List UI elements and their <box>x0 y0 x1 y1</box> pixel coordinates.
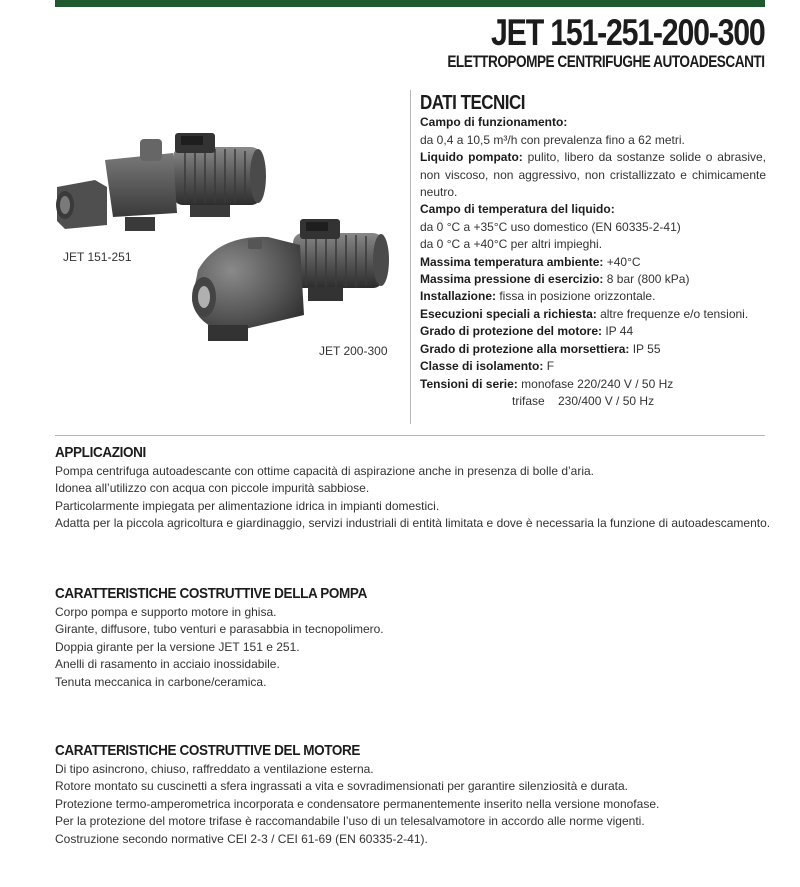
motore-section <box>55 742 775 848</box>
spec-pressione: Massima pressione di esercizio: 8 bar (800 kPa) <box>420 272 690 287</box>
spec-protezione-morsettiera: Grado di protezione alla morsettiera: IP 55 <box>420 341 661 356</box>
pompa-line: Doppia girante per la versione JET 151 e 251. <box>55 639 300 654</box>
pump-image-jet-200-300 <box>188 215 393 350</box>
motore-line: Rotore montato su cuscinetti a sfera ingrassati a vita e sovradimensionati per garantire silenziosità e durata. <box>55 779 628 794</box>
image-caption-jet-151-251: JET 151-251 <box>63 250 132 264</box>
pompa-heading: CARATTERISTICHE COSTRUTTIVE DELLA POMPA <box>55 585 367 602</box>
section-divider <box>55 435 765 436</box>
spec-campo: Campo di funzionamento: <box>420 115 568 130</box>
pompa-line: Corpo pompa e supporto motore in ghisa. <box>55 605 277 619</box>
spec-protezione-motore: Grado di protezione del motore: IP 44 <box>420 324 634 339</box>
spec-esecuzioni: Esecuzioni speciali a richiesta: altre frequenze e/o tensioni. <box>420 306 749 321</box>
applicazioni-line: Idonea all’utilizzo con acqua con piccole impurità sabbiose. <box>55 481 370 496</box>
motore-line: Per la protezione del motore trifase è raccomandabile l’uso di un telesalvamotore in accordo alle norme vigenti. <box>55 814 645 829</box>
spec-tensioni: Tensioni di serie: monofase 220/240 V / 50 Hz <box>420 376 674 391</box>
spec-temperatura-value-2: da 0 °C a +40°C per altri impieghi. <box>420 237 603 252</box>
pompa-section <box>55 585 775 691</box>
image-caption-jet-200-300: JET 200-300 <box>319 344 388 358</box>
technical-data-heading: DATI TECNICI <box>420 92 526 114</box>
pompa-line: Girante, diffusore, tubo venturi e parasabbia in tecnopolimero. <box>55 622 384 637</box>
motore-line: Protezione termo-amperometrica incorporata e condensatore permanentemente inserito nella versione monofase. <box>55 796 660 811</box>
spec-isolamento: Classe di isolamento: F <box>420 359 555 374</box>
page-subtitle: ELETTROPOMPE CENTRIFUGHE AUTOADESCANTI <box>447 52 765 71</box>
applicazioni-section <box>55 444 775 533</box>
technical-data-section <box>420 92 766 410</box>
pompa-line: Anelli di rasamento in acciaio inossidabile. <box>55 657 280 672</box>
motore-heading: CARATTERISTICHE COSTRUTTIVE DEL MOTORE <box>55 742 361 759</box>
spec-tensioni-trifase: trifase 230/400 V / 50 Hz <box>512 393 655 408</box>
spec-temperatura-ambiente: Massima temperatura ambiente: +40°C <box>420 254 641 269</box>
spec-campo-value: da 0,4 a 10,5 m³/h con prevalenza fino a 62 metri. <box>420 132 685 147</box>
pompa-line: Tenuta meccanica in carbone/ceramica. <box>55 674 267 689</box>
motore-line: Di tipo asincrono, chiuso, raffreddato a ventilazione esterna. <box>55 762 374 776</box>
applicazioni-heading: APPLICAZIONI <box>55 444 146 461</box>
spec-temperatura: Campo di temperatura del liquido: <box>420 202 615 217</box>
motore-line: Costruzione secondo normative CEI 2-3 / CEI 61-69 (EN 60335-2-41). <box>55 831 428 846</box>
header-accent-bar <box>55 0 765 7</box>
column-divider <box>410 90 411 424</box>
applicazioni-line: Particolarmente impiegata per alimentazione idrica in impianti domestici. <box>55 498 440 513</box>
spec-temperatura-value-1: da 0 °C a +35°C uso domestico (EN 60335-2-41) <box>420 219 681 234</box>
spec-liquido: Liquido pompato: pulito, libero da sostanze solide o abrasive, non viscoso, non aggressivo, non cristallizzato e chimicamente neutro. <box>420 150 766 200</box>
spec-installazione: Installazione: fissa in posizione orizzontale. <box>420 289 656 304</box>
page-title: JET 151-251-200-300 <box>491 12 765 53</box>
applicazioni-line: Pompa centrifuga autoadescante con ottime capacità di aspirazione anche in presenza di bolle d’aria. <box>55 464 595 478</box>
applicazioni-line: Adatta per la piccola agricoltura e giardinaggio, servizi industriali di entità limitata e dove è necessaria la funzione di autoadescamento. <box>55 516 771 531</box>
